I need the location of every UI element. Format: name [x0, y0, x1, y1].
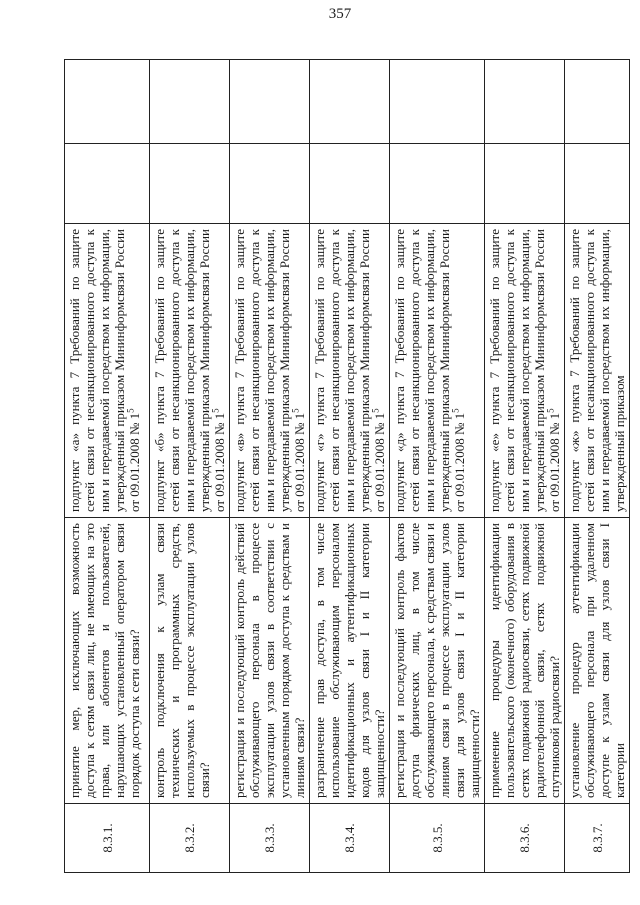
legal-reference	[65, 224, 150, 518]
document-page	[64, 60, 627, 873]
legal-reference-text: подпункт «б» пункта 7 Требований по защите сетей связи от несанкционированного доступа к ним и передаваемой посредством их информации, утвержденный приказом Мининформсвязи России от 09.01.2008 № 1	[152, 229, 227, 512]
footnote-marker: 5	[450, 408, 461, 413]
legal-reference	[230, 224, 310, 518]
legal-reference	[390, 224, 485, 518]
table-row	[150, 60, 230, 873]
note-cell	[150, 60, 230, 144]
table-row	[230, 60, 310, 873]
legal-reference-text: подпункт «ж» пункта 7 Требований по защите сетей связи от несанкционированного доступа к ним и передаваемой посредством их информации, утвержденный приказом	[567, 229, 627, 512]
requirement-question: разграничение прав доступа, в том числе использование обслуживающим персоналом идентификационных и аутентификационных кодов для узлов связи I и II категории защищенности?	[310, 518, 390, 804]
table-row	[310, 60, 390, 873]
footnote-marker: 5	[290, 408, 301, 413]
row-number: 8.3.2.	[150, 804, 230, 873]
note-cell	[390, 60, 485, 144]
note-cell	[565, 60, 630, 144]
legal-reference-text: подпункт «д» пункта 7 Требований по защите сетей связи от несанкционированного доступа к ним и передаваемой посредством их информации, утвержденный приказом Мининформсвязи России от 09.01.2008 № 1	[392, 229, 467, 512]
legal-reference	[485, 224, 565, 518]
answer-cell	[230, 144, 310, 224]
footnote-marker: 5	[210, 408, 221, 413]
answer-cell	[310, 144, 390, 224]
footnote-marker: 5	[370, 408, 381, 413]
table-row	[565, 60, 630, 873]
legal-reference	[565, 224, 630, 518]
answer-cell	[65, 144, 150, 224]
legal-reference-text: подпункт «а» пункта 7 Требований по защите сетей связи от несанкционированного доступа к ним и передаваемой посредством их информации, утвержденный приказом Мининформсвязи России от 09.01.2008 № 1	[67, 229, 142, 512]
answer-cell	[150, 144, 230, 224]
note-cell	[65, 60, 150, 144]
note-cell	[485, 60, 565, 144]
note-cell	[230, 60, 310, 144]
row-number: 8.3.6.	[485, 804, 565, 873]
legal-reference-text: подпункт «е» пункта 7 Требований по защите сетей связи от несанкционированного доступа к ним и передаваемой посредством их информации, утвержденный приказом Мининформсвязи России от 09.01.2008 № 1	[487, 229, 562, 512]
footnote-marker: 5	[125, 408, 136, 413]
table-row	[485, 60, 565, 873]
table-row	[390, 60, 485, 873]
requirement-question: регистрация и последующий контроль действий обслуживающего персонала в процессе эксплуатации узлов связи в соответствии с установленным порядком доступа к средствам и линиям связи?	[230, 518, 310, 804]
page-number: 357	[328, 6, 352, 22]
answer-cell	[485, 144, 565, 224]
note-cell	[310, 60, 390, 144]
row-number: 8.3.3.	[230, 804, 310, 873]
row-number: 8.3.7.	[565, 804, 630, 873]
row-number: 8.3.5.	[390, 804, 485, 873]
requirements-table	[64, 59, 630, 873]
requirement-question: контроль подключения к узлам связи технических и программных средств, используемых в процессе эксплуатации узлов связи?	[150, 518, 230, 804]
answer-cell	[390, 144, 485, 224]
requirement-question: принятие мер, исключающих возможность доступа к сетям связи лиц, не имеющих на это права, или абонентов и пользователей, нарушающих установленный оператором связи порядок доступа к сети связи?	[65, 518, 150, 804]
legal-reference	[150, 224, 230, 518]
footnote-marker: 5	[545, 408, 556, 413]
requirement-question: регистрация и последующий контроль фактов доступа физических лиц, в том числе обслуживающего персонала, к средствам связи и линиям связи в процессе эксплуатации узлов связи для узлов связи I и II категории защищенности?	[390, 518, 485, 804]
row-number: 8.3.1.	[65, 804, 150, 873]
row-number: 8.3.4.	[310, 804, 390, 873]
legal-reference	[310, 224, 390, 518]
requirement-question: применение процедуры идентификации пользовательского (оконечного) оборудования в сетях подвижной радиосвязи, сетях подвижной радиотелефонной связи, сетях подвижной спутниковой радиосвязи?	[485, 518, 565, 804]
requirement-question: установление процедур аутентификации обслуживающего персонала при удаленном доступе к узлам связи для узлов связи I категории	[565, 518, 630, 804]
legal-reference-text: подпункт «в» пункта 7 Требований по защите сетей связи от несанкционированного доступа к ним и передаваемой посредством их информации, утвержденный приказом Мининформсвязи России от 09.01.2008 № 1	[232, 229, 307, 512]
legal-reference-text: подпункт «г» пункта 7 Требований по защите сетей связи от несанкционированного доступа к ним и передаваемой посредством их информации, утвержденный приказом Мининформсвязи России от 09.01.2008 № 1	[312, 229, 387, 512]
table-row	[65, 60, 150, 873]
answer-cell	[565, 144, 630, 224]
table-body	[65, 60, 630, 873]
